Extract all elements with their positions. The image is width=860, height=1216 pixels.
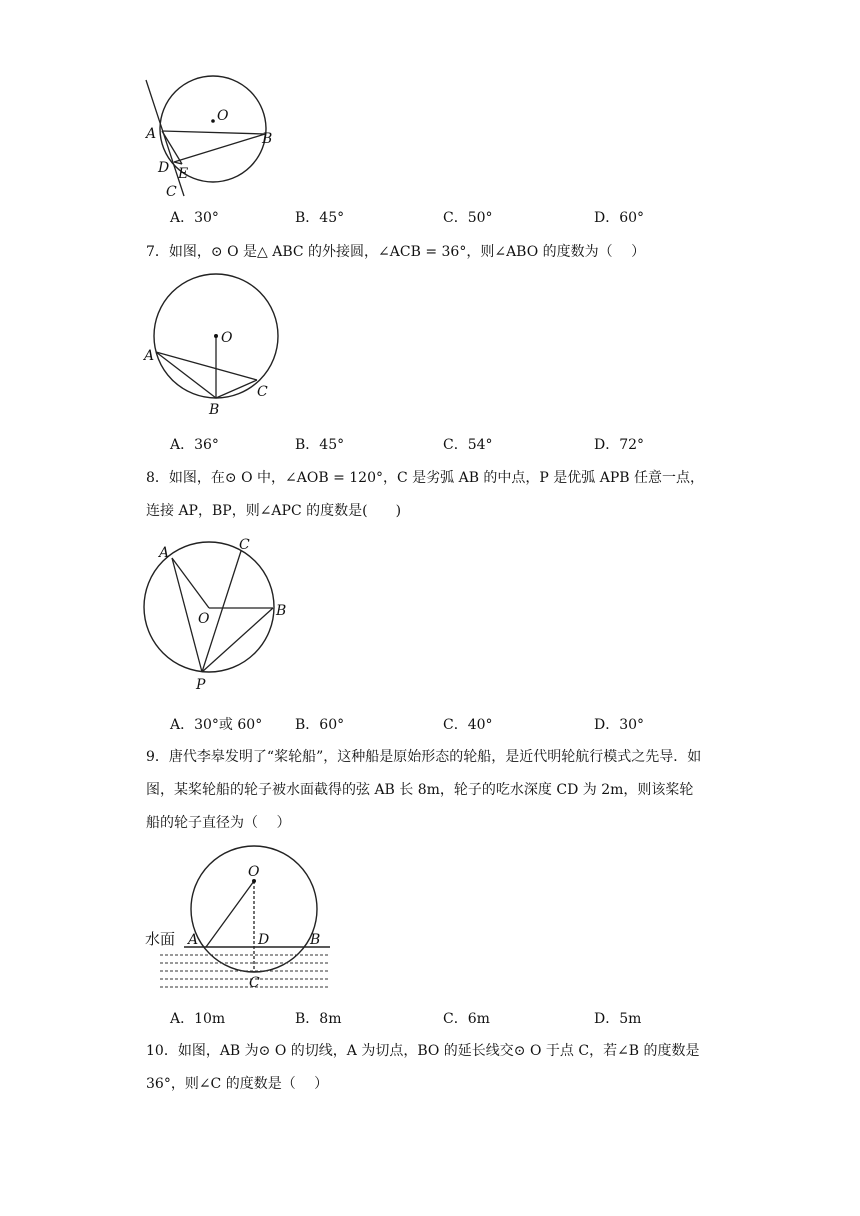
q6-label-d: D bbox=[158, 160, 170, 176]
q8-radius-oa bbox=[172, 558, 209, 608]
q9-label-c: C bbox=[249, 975, 260, 991]
q8-figure bbox=[138, 536, 298, 696]
q7-label-o: O bbox=[221, 330, 233, 346]
q10-text-line1: 10．如图，AB 为⊙ O 的切线，A 为切点，BO 的延长线交⊙ O 于点 C，若∠B 的度数是 bbox=[146, 1043, 700, 1059]
q7-text: 7．如图，⊙ O 是△ ABC 的外接圆，∠ACB = 36°，则∠ABO 的度数为（ ） bbox=[146, 244, 646, 260]
q6-label-b: B bbox=[262, 131, 273, 147]
q7-question bbox=[146, 236, 726, 269]
q9-option-a[interactable]: A．10m bbox=[170, 1011, 226, 1027]
q6-option-b[interactable]: B．45° bbox=[295, 210, 345, 226]
q8-label-o: O bbox=[198, 611, 210, 627]
q6-center-dot bbox=[211, 119, 215, 123]
q7-figure bbox=[140, 270, 290, 420]
q8-text-line2: 连接 AP，BP，则∠APC 的度数是( ) bbox=[146, 503, 402, 519]
q8-label-c: C bbox=[239, 537, 250, 553]
q7-side-ab bbox=[156, 352, 216, 398]
q9-text-line3: 船的轮子直径为（ ） bbox=[146, 815, 291, 831]
q9-text-line1: 9．唐代李皋发明了“桨轮船”，这种船是原始形态的轮船，是近代明轮航行模式之先导．如 bbox=[146, 749, 702, 765]
q8-question bbox=[146, 462, 726, 528]
q8-label-p: P bbox=[196, 677, 206, 693]
q8-text-line1: 8．如图，在⊙ O 中，∠AOB = 120°，C 是劣弧 AB 的中点，P 是优弧 APB 任意一点， bbox=[146, 470, 705, 486]
q7-label-c: C bbox=[257, 384, 268, 400]
q8-option-d[interactable]: D．30° bbox=[594, 717, 645, 733]
q9-text-line2: 图，某桨轮船的轮子被水面截得的弦 AB 长 8m，轮子的吃水深度 CD 为 2m，则该桨轮 bbox=[146, 782, 694, 798]
q7-label-a: A bbox=[144, 348, 155, 364]
q6-option-a[interactable]: A．30° bbox=[170, 210, 219, 226]
q7-side-bc bbox=[216, 380, 257, 398]
q8-options bbox=[170, 714, 730, 736]
q7-option-c[interactable]: C．54° bbox=[443, 437, 493, 453]
q10-question bbox=[146, 1035, 726, 1101]
q9-label-water: 水面 bbox=[145, 930, 176, 948]
q10-text-line2: 36°，则∠C 的度数是（ ） bbox=[146, 1076, 329, 1092]
q9-option-b[interactable]: B．8m bbox=[295, 1011, 342, 1027]
q6-segment-bd bbox=[174, 134, 265, 162]
q9-label-b: B bbox=[310, 932, 321, 948]
q8-option-b[interactable]: B．60° bbox=[295, 717, 345, 733]
q7-option-d[interactable]: D．72° bbox=[594, 437, 645, 453]
q9-option-c[interactable]: C．6m bbox=[443, 1011, 490, 1027]
q6-label-e: E bbox=[178, 166, 189, 182]
q7-label-b: B bbox=[209, 402, 220, 418]
q6-option-d[interactable]: D．60° bbox=[594, 210, 645, 226]
q8-option-a[interactable]: A．30°或 60° bbox=[170, 717, 263, 733]
q8-option-c[interactable]: C．40° bbox=[443, 717, 493, 733]
q9-options bbox=[170, 1008, 730, 1030]
q8-label-b: B bbox=[276, 603, 287, 619]
q6-label-a: A bbox=[146, 126, 157, 142]
q7-options bbox=[170, 434, 730, 456]
q7-option-a[interactable]: A．36° bbox=[170, 437, 219, 453]
q6-circle bbox=[160, 76, 266, 182]
q7-center-dot bbox=[214, 334, 218, 338]
q9-question bbox=[146, 741, 726, 840]
q6-label-o: O bbox=[217, 108, 229, 124]
q9-label-o: O bbox=[248, 864, 260, 880]
q8-label-a: A bbox=[159, 545, 170, 561]
q6-options bbox=[170, 207, 730, 229]
q6-chord-ab bbox=[162, 131, 265, 134]
q9-label-d: D bbox=[258, 932, 270, 948]
q6-option-c[interactable]: C．50° bbox=[443, 210, 493, 226]
q9-figure bbox=[140, 844, 340, 994]
q7-side-ac bbox=[156, 352, 257, 380]
q6-label-c: C bbox=[166, 184, 177, 200]
q6-figure bbox=[138, 64, 288, 200]
q7-option-b[interactable]: B．45° bbox=[295, 437, 345, 453]
q9-option-d[interactable]: D．5m bbox=[594, 1011, 642, 1027]
q9-label-a: A bbox=[188, 932, 199, 948]
q9-segment-oa bbox=[206, 881, 254, 947]
